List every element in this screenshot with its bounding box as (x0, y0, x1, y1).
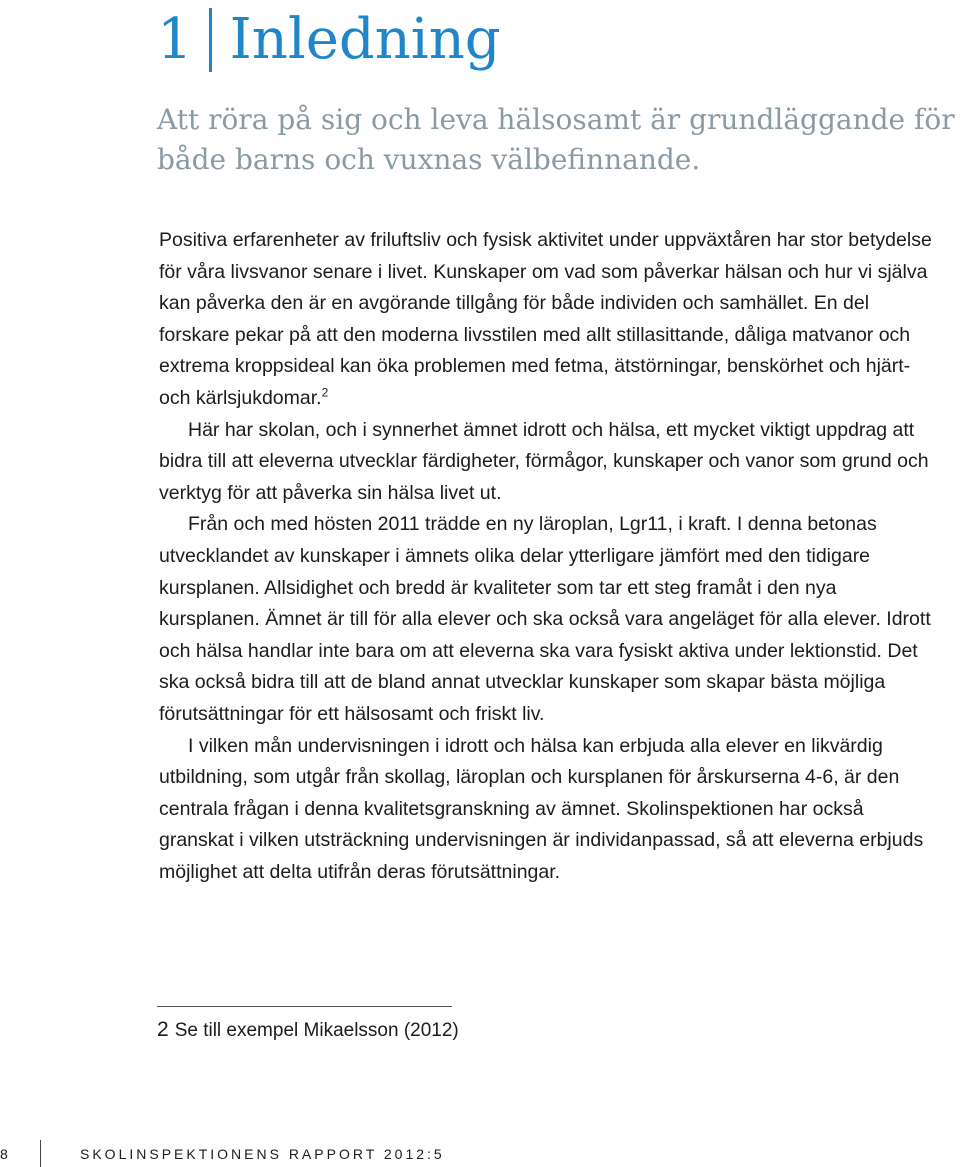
paragraph-3: Från och med hösten 2011 trädde en ny läroplan, Lgr11, i kraft. I denna betonas utvecklandet av kunskaper i ämnets olika delar ytterligare jämfört med den tidigare kursplanen. Allsidighet och bredd är kvaliteter som tar ett steg framåt i den nya kursplanen. Ämnet är till för alla elever och ska också vara angeläget för alla elever. Idrott och hälsa handlar inte bara om att eleverna ska vara fysiskt aktiva under lektionstid. Det ska också bidra till att de bland annat utvecklar kunskaper som skapar bästa möjliga förutsättningar för ett hälsosamt och friskt liv. (159, 513, 931, 725)
footnote-ref: 2 (321, 385, 329, 400)
paragraph-2: Här har skolan, och i synnerhet ämnet idrott och hälsa, ett mycket viktigt uppdrag att bidra till att eleverna utvecklar färdigheter, förmågor, kunskaper och vanor som grund och verktyg för att påverka sin hälsa livet ut. (159, 418, 929, 504)
chapter-heading (157, 0, 501, 80)
lead-paragraph: Att röra på sig och leva hälsosamt är grundläggande för både barns och vuxnas välbefinnande. (157, 103, 955, 176)
footnote-number: 2 (157, 1018, 169, 1041)
footnote (157, 1016, 459, 1045)
chapter-divider (209, 8, 212, 72)
paragraph-1: Positiva erfarenheter av friluftsliv och fysisk aktivitet under uppväxtåren har stor betydelse för våra livsvanor senare i livet. Kunskaper om vad som påverkar hälsan och hur vi själva kan påverka den är en avgörande tillgång för både individen och samhället. En del forskare pekar på att den moderna livsstilen med allt stillasittande, dåliga matvanor och extrema kroppsideal kan öka problemen med fetma, ätstörningar, benskörhet och hjärt- och kärlsjukdomar.$^2$ (159, 229, 932, 409)
paragraph-4: I vilken mån undervisningen i idrott och hälsa kan erbjuda alla elever en likvärdig utbildning, som utgår från skollag, läroplan och kursplanen för årskurserna 4-6, är den centrala frågan i denna kvalitetsgranskning av ämnet. Skolinspektionen har också granskat i vilken utsträckning undervisningen är individanpassad, så att eleverna erbjuds möjlighet att delta utifrån deras förutsättningar. (159, 734, 924, 883)
body-text (159, 225, 939, 888)
report-title: SKOLINSPEKTIONENS RAPPORT 2012:5 (80, 1146, 445, 1162)
footnote-text: Se till exempel Mikaelsson (2012) (174, 1020, 459, 1041)
chapter-number: 1 (157, 7, 193, 72)
chapter-title: Inledning (229, 7, 501, 72)
page-number: 8 (0, 1146, 9, 1162)
footnote-rule (157, 1006, 452, 1007)
footer-divider (40, 1140, 41, 1167)
